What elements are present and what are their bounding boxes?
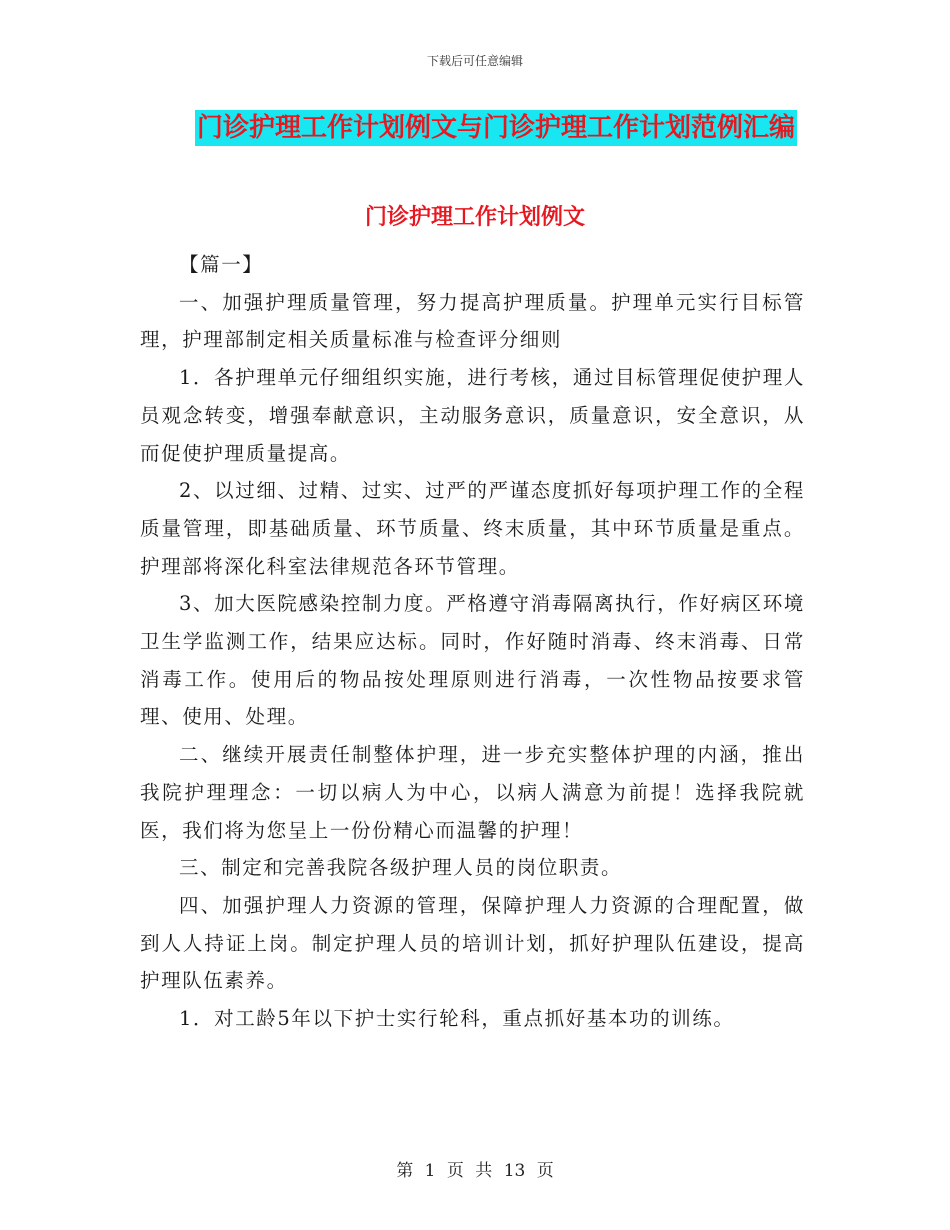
paragraph-section-label: 【篇一】 <box>179 253 264 276</box>
document-title: 门诊护理工作计划例文与门诊护理工作计划范例汇编 <box>195 110 797 146</box>
paragraph: 1．各护理单元仔细组织实施，进行考核，通过目标管理促使护理人员观念转变，增强奉献意识，主动服务意识，质量意识，安全意识，从而促使护理质量提高。 <box>140 366 805 465</box>
header-note: 下载后可任意编辑 <box>426 54 523 68</box>
paragraph: 1．对工龄5年以下护士实行轮科，重点抓好基本功的训练。 <box>179 1007 735 1031</box>
page-number-footer: 第 1 页 共 13 页 <box>396 1161 554 1181</box>
paragraph: 2、以过细、过精、过实、过严的严谨态度抓好每项护理工作的全程质量管理，即基础质量、环节质量、终末质量，其中环节质量是重点。护理部将深化科室法律规范各环节管理。 <box>140 479 805 578</box>
paragraph: 三、制定和完善我院各级护理人员的岗位职责。 <box>179 856 623 880</box>
paragraph: 3、加大医院感染控制力度。严格遵守消毒隔离执行，作好病区环境卫生学监测工作，结果应达标。同时，作好随时消毒、终末消毒、日常消毒工作。使用后的物品按处理原则进行消毒，一次性物品按要求管理、使用、处理。 <box>140 592 805 729</box>
paragraph: 二、继续开展责任制整体护理，进一步充实整体护理的内涵，推出我院护理理念：一切以病人为中心，以病人满意为前提！选择我院就医，我们将为您呈上一份份精心而温馨的护理！ <box>140 743 805 842</box>
document-body <box>140 246 805 1038</box>
paragraph: 四、加强护理人力资源的管理，保障护理人力资源的合理配置，做到人人持证上岗。制定护理人员的培训计划，抓好护理队伍建设，提高护理队伍素养。 <box>140 893 805 993</box>
paragraph: 一、加强护理质量管理，努力提高护理质量。护理单元实行目标管理，护理部制定相关质量标准与检查评分细则 <box>140 290 805 352</box>
section-title: 门诊护理工作计划例文 <box>364 205 585 230</box>
